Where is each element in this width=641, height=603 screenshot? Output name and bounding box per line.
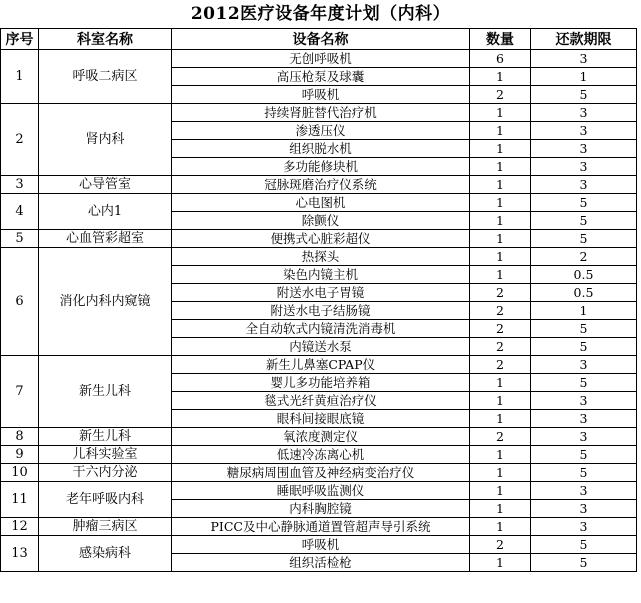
seq-cell: 3 [1, 176, 39, 194]
quantity-cell: 2 [470, 356, 531, 374]
equipment-cell: 睡眠呼吸监测仪 [172, 482, 470, 500]
equipment-cell: 渗透压仪 [172, 122, 470, 140]
seq-cell: 1 [1, 50, 39, 104]
header-repayment-term: 还款期限 [531, 29, 637, 50]
department-cell: 新生儿科 [39, 428, 172, 446]
table-row [1, 356, 637, 374]
department-cell: 新生儿科 [39, 356, 172, 428]
seq-cell: 5 [1, 230, 39, 248]
equipment-cell: 组织活检枪 [172, 554, 470, 572]
equipment-cell: PICC及中心静脉通道置管超声导引系统 [172, 518, 470, 536]
equipment-cell: 呼吸机 [172, 86, 470, 104]
repayment-term-cell: 3 [531, 392, 637, 410]
quantity-cell: 1 [470, 266, 531, 284]
quantity-cell: 1 [470, 374, 531, 392]
quantity-cell: 2 [470, 86, 531, 104]
equipment-plan-table [0, 28, 637, 572]
repayment-term-cell: 5 [531, 194, 637, 212]
equipment-cell: 新生儿鼻塞CPAP仪 [172, 356, 470, 374]
quantity-cell: 2 [470, 428, 531, 446]
quantity-cell: 1 [470, 554, 531, 572]
quantity-cell: 1 [470, 248, 531, 266]
repayment-term-cell: 3 [531, 428, 637, 446]
department-cell: 老年呼吸内科 [39, 482, 172, 518]
department-cell: 肾内科 [39, 104, 172, 176]
quantity-cell: 2 [470, 302, 531, 320]
department-cell: 儿科实验室 [39, 446, 172, 464]
repayment-term-cell: 3 [531, 122, 637, 140]
table-row [1, 104, 637, 122]
equipment-cell: 内镜送水泵 [172, 338, 470, 356]
seq-cell: 13 [1, 536, 39, 572]
header-row [1, 29, 637, 50]
table-row [1, 428, 637, 446]
seq-cell: 8 [1, 428, 39, 446]
repayment-term-cell: 3 [531, 356, 637, 374]
repayment-term-cell: 5 [531, 374, 637, 392]
repayment-term-cell: 3 [531, 482, 637, 500]
seq-cell: 9 [1, 446, 39, 464]
table-body [1, 50, 637, 572]
quantity-cell: 1 [470, 194, 531, 212]
department-cell: 干六内分泌 [39, 464, 172, 482]
repayment-term-cell: 3 [531, 518, 637, 536]
repayment-term-cell: 5 [531, 554, 637, 572]
repayment-term-cell: 3 [531, 158, 637, 176]
repayment-term-cell: 1 [531, 302, 637, 320]
seq-cell: 7 [1, 356, 39, 428]
quantity-cell: 6 [470, 50, 531, 68]
department-cell: 心血管彩超室 [39, 230, 172, 248]
seq-cell: 4 [1, 194, 39, 230]
equipment-cell: 组织脱水机 [172, 140, 470, 158]
equipment-cell: 除颤仪 [172, 212, 470, 230]
quantity-cell: 1 [470, 230, 531, 248]
table-row [1, 446, 637, 464]
quantity-cell: 1 [470, 176, 531, 194]
repayment-term-cell: 3 [531, 500, 637, 518]
header-department: 科室名称 [39, 29, 172, 50]
quantity-cell: 1 [470, 158, 531, 176]
repayment-term-cell: 5 [531, 464, 637, 482]
equipment-cell: 热探头 [172, 248, 470, 266]
equipment-cell: 糖尿病周围血管及神经病变治疗仪 [172, 464, 470, 482]
repayment-term-cell: 5 [531, 86, 637, 104]
repayment-term-cell: 3 [531, 50, 637, 68]
quantity-cell: 2 [470, 320, 531, 338]
quantity-cell: 2 [470, 536, 531, 554]
equipment-cell: 附送水电子结肠镜 [172, 302, 470, 320]
header-equipment: 设备名称 [172, 29, 470, 50]
repayment-term-cell: 5 [531, 230, 637, 248]
equipment-cell: 多功能修块机 [172, 158, 470, 176]
quantity-cell: 1 [470, 464, 531, 482]
repayment-term-cell: 2 [531, 248, 637, 266]
department-cell: 心内1 [39, 194, 172, 230]
table-row [1, 464, 637, 482]
table-row [1, 230, 637, 248]
header-quantity: 数量 [470, 29, 531, 50]
table-row [1, 248, 637, 266]
equipment-cell: 眼科间接眼底镜 [172, 410, 470, 428]
equipment-cell: 低速冷冻离心机 [172, 446, 470, 464]
quantity-cell: 1 [470, 500, 531, 518]
equipment-cell: 无创呼吸机 [172, 50, 470, 68]
seq-cell: 11 [1, 482, 39, 518]
quantity-cell: 1 [470, 410, 531, 428]
quantity-cell: 1 [470, 446, 531, 464]
quantity-cell: 1 [470, 392, 531, 410]
repayment-term-cell: 0.5 [531, 284, 637, 302]
equipment-cell: 持续肾脏替代治疗机 [172, 104, 470, 122]
table-row [1, 176, 637, 194]
quantity-cell: 1 [470, 104, 531, 122]
quantity-cell: 1 [470, 122, 531, 140]
seq-cell: 2 [1, 104, 39, 176]
repayment-term-cell: 5 [531, 338, 637, 356]
equipment-cell: 附送水电子胃镜 [172, 284, 470, 302]
seq-cell: 6 [1, 248, 39, 356]
equipment-cell: 氧浓度测定仪 [172, 428, 470, 446]
equipment-cell: 心电图机 [172, 194, 470, 212]
table-row [1, 482, 637, 500]
page-title: 2012医疗设备年度计划（内科） [190, 4, 451, 24]
quantity-cell: 1 [470, 518, 531, 536]
repayment-term-cell: 3 [531, 176, 637, 194]
table-row [1, 50, 637, 68]
table-row [1, 518, 637, 536]
equipment-cell: 高压枪泵及球囊 [172, 68, 470, 86]
equipment-cell: 全自动软式内镜清洗消毒机 [172, 320, 470, 338]
repayment-term-cell: 3 [531, 410, 637, 428]
equipment-cell: 婴儿多功能培养箱 [172, 374, 470, 392]
repayment-term-cell: 0.5 [531, 266, 637, 284]
repayment-term-cell: 1 [531, 68, 637, 86]
quantity-cell: 1 [470, 212, 531, 230]
department-cell: 呼吸二病区 [39, 50, 172, 104]
department-cell: 感染病科 [39, 536, 172, 572]
repayment-term-cell: 3 [531, 140, 637, 158]
quantity-cell: 2 [470, 284, 531, 302]
equipment-cell: 呼吸机 [172, 536, 470, 554]
equipment-cell: 冠脉斑磨治疗仪系统 [172, 176, 470, 194]
equipment-cell: 毯式光纤黄疸治疗仪 [172, 392, 470, 410]
table-row [1, 536, 637, 554]
quantity-cell: 1 [470, 482, 531, 500]
quantity-cell: 1 [470, 140, 531, 158]
seq-cell: 12 [1, 518, 39, 536]
equipment-cell: 便携式心脏彩超仪 [172, 230, 470, 248]
repayment-term-cell: 5 [531, 212, 637, 230]
quantity-cell: 1 [470, 68, 531, 86]
equipment-cell: 染色内镜主机 [172, 266, 470, 284]
header-seq: 序号 [1, 29, 39, 50]
department-cell: 消化内科内窥镜 [39, 248, 172, 356]
department-cell: 心导管室 [39, 176, 172, 194]
repayment-term-cell: 5 [531, 320, 637, 338]
department-cell: 肿瘤三病区 [39, 518, 172, 536]
repayment-term-cell: 5 [531, 446, 637, 464]
quantity-cell: 2 [470, 338, 531, 356]
seq-cell: 10 [1, 464, 39, 482]
equipment-cell: 内科胸腔镜 [172, 500, 470, 518]
repayment-term-cell: 5 [531, 536, 637, 554]
repayment-term-cell: 3 [531, 104, 637, 122]
table-row [1, 194, 637, 212]
